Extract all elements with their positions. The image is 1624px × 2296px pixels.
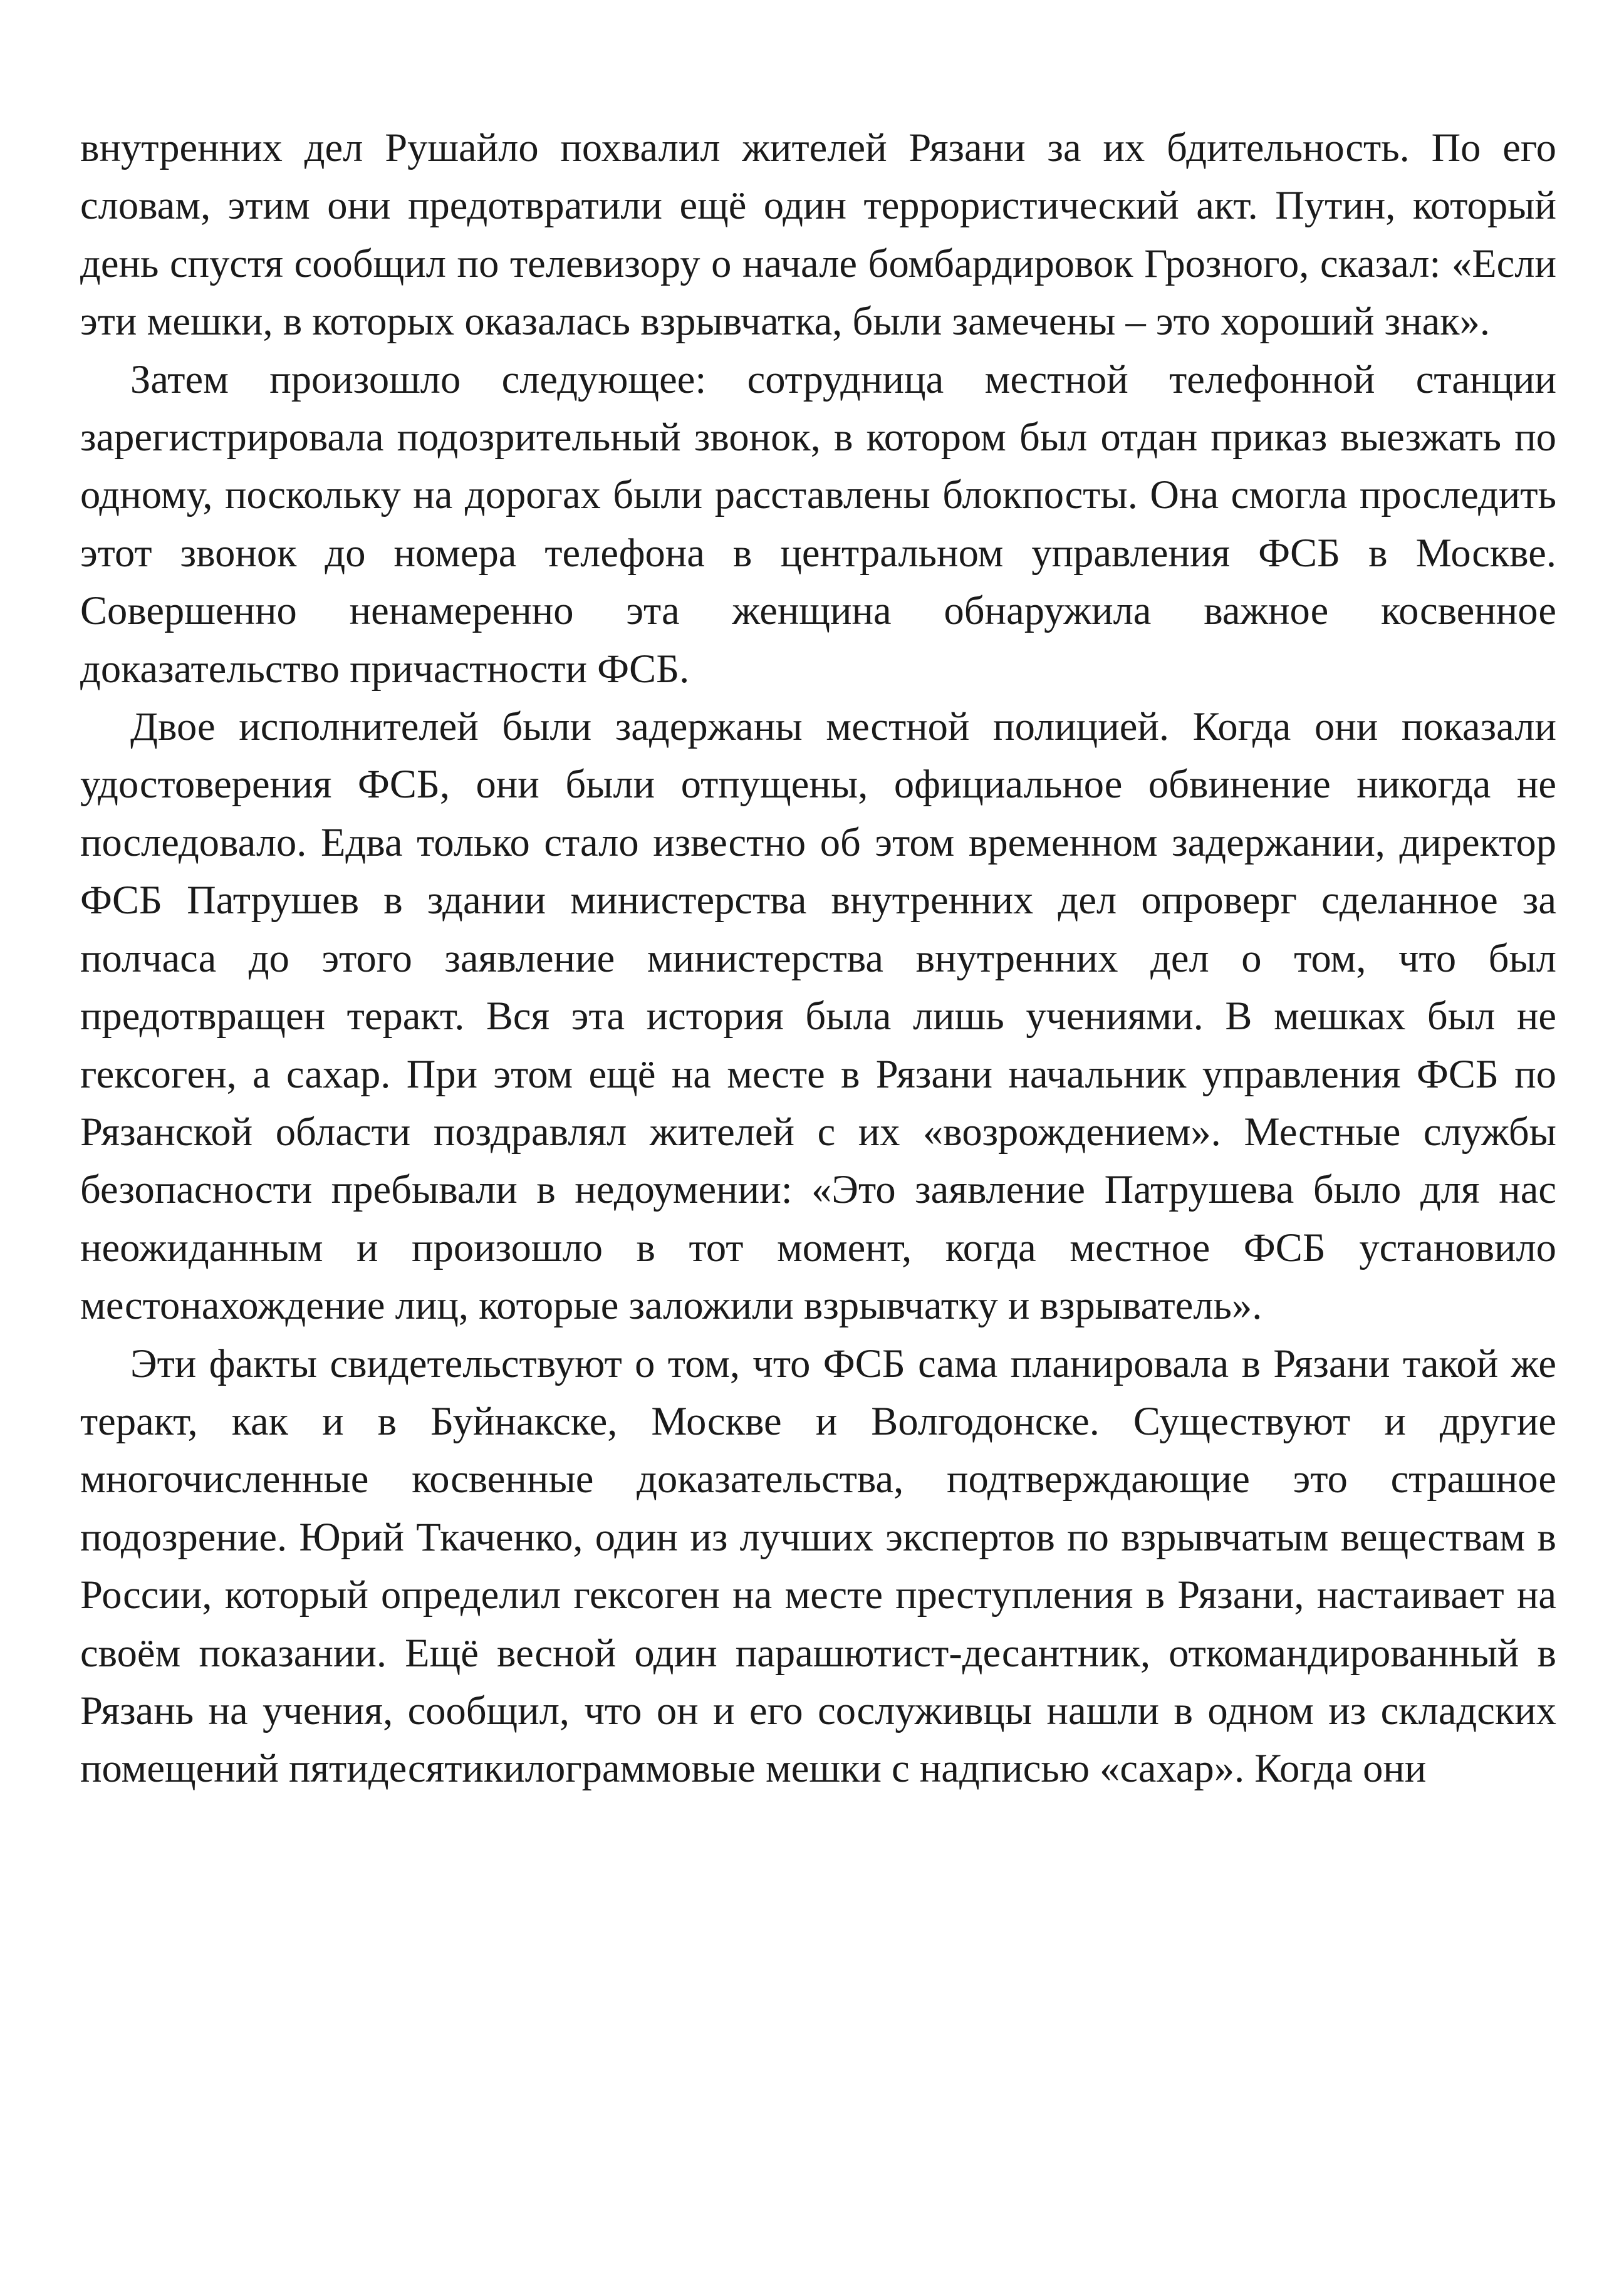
document-page <box>80 119 1556 1798</box>
paragraph-4: Эти факты свидетельствуют о том, что ФСБ сама планировала в Рязани такой же теракт, как и в Буйнакске, Москве и Волгодонске. Существуют и другие многочисленные косвенные доказательства, подтверждающие это страшное подозрение. Юрий Ткаченко, один из лучших экспертов по взрывчатым веществам в России, который определил гексоген на месте преступления в Рязани, настаивает на своём показании. Ещё весной один парашютист-десантник, откомандированный в Рязань на учения, сообщил, что он и его сослуживцы нашли в одном из складских помещений пятидесятикилограммовые мешки с надписью «сахар». Когда они <box>80 1341 1556 1791</box>
paragraph-2: Затем произошло следующее: сотрудница местной телефонной станции зарегистрировала подозрительный звонок, в котором был отдан приказ выезжать по одному, поскольку на дорогах были расставлены блокпосты. Она смогла проследить этот звонок до номера телефона в центральном управления ФСБ в Москве. Совершенно ненамеренно эта женщина обнаружила важное косвенное доказательство причастности ФСБ. <box>80 356 1556 691</box>
paragraph-1: внутренних дел Рушайло похвалил жителей Рязани за их бдительность. По его словам, этим они предотвратили ещё один террористический акт. Путин, который день спустя сообщил по телевизору о начале бомбардировок Грозного, сказал: «Если эти мешки, в которых оказалась взрывчатка, были замечены – это хороший знак». <box>80 125 1556 344</box>
paragraph-3: Двое исполнителей были задержаны местной полицией. Когда они показали удостоверения ФСБ, они были отпущены, официальное обвинение никогда не последовало. Едва только стало известно об этом временном задержании, директор ФСБ Патрушев в здании министерства внутренних дел опроверг сделанное за полчаса до этого заявление министерства внутренних дел о том, что был предотвращен теракт. Вся эта история была лишь учениями. В мешках был не гексоген, а сахар. При этом ещё на месте в Рязани начальник управления ФСБ по Рязанской области поздравлял жителей с их «возрождением». Местные службы безопасности пребывали в недоумении: «Это заявление Патрушева было для нас неожиданным и произошло в тот момент, когда местное ФСБ установило местонахождение лиц, которые заложили взрывчатку и взрыватель». <box>80 704 1556 1328</box>
